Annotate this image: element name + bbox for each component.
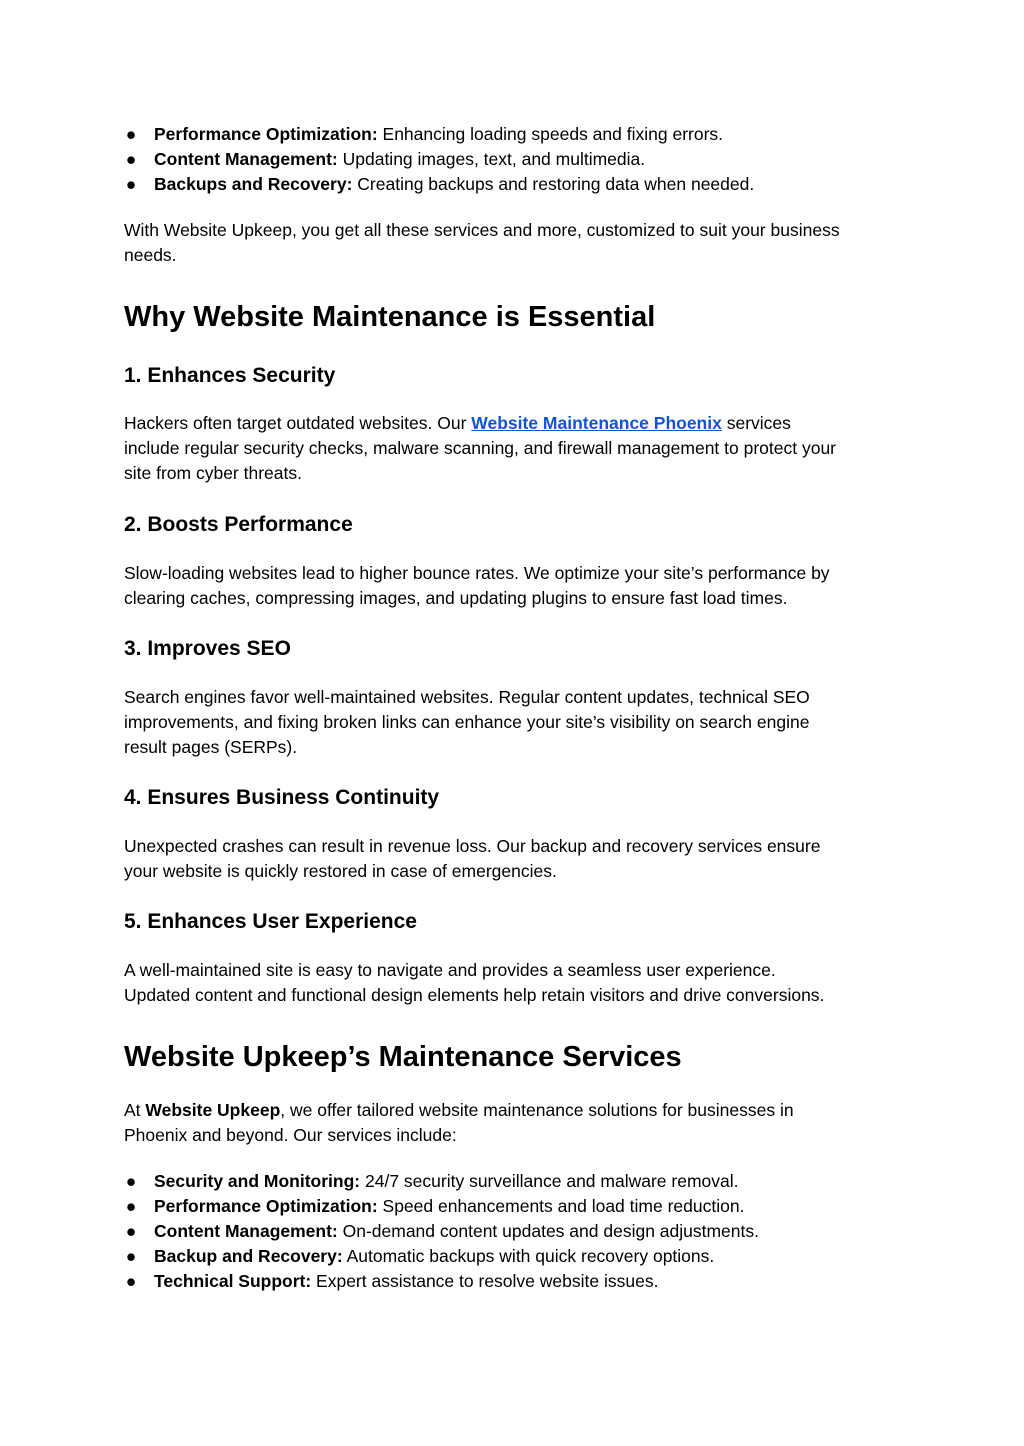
list-item	[125, 122, 724, 147]
list-item-desc: On-demand content updates and design adjustments.	[337, 1221, 759, 1241]
paragraph-improves-seo	[124, 685, 810, 760]
paragraph-line: your website is quickly restored in case of emergencies.	[124, 861, 557, 881]
list-item	[125, 1194, 745, 1219]
text-span: , we offer tailored website maintenance solutions for businesses in	[280, 1100, 794, 1120]
list-item-term: Content Management:	[154, 149, 338, 169]
intro-line-2: needs.	[124, 245, 177, 265]
paragraph-line: result pages (SERPs).	[124, 737, 298, 757]
website-maintenance-phoenix-link[interactable]: Website Maintenance Phoenix	[471, 413, 722, 433]
paragraph-line	[124, 1098, 794, 1123]
paragraph-line: Slow-loading websites lead to higher bounce rates. We optimize your site’s performance by	[124, 563, 830, 583]
paragraph-boosts-performance	[124, 561, 830, 611]
list-item-desc: Automatic backups with quick recovery options.	[342, 1246, 715, 1266]
intro-line-1: With Website Upkeep, you get all these services and more, customized to suit your business	[124, 220, 840, 240]
paragraph-line: Search engines favor well-maintained websites. Regular content updates, technical SEO	[124, 687, 810, 707]
bullet-icon: ●	[125, 1196, 137, 1216]
list-item	[125, 1244, 715, 1269]
section-heading-why-maintenance: Why Website Maintenance is Essential	[124, 301, 656, 333]
section-heading-maintenance-services: Website Upkeep’s Maintenance Services	[124, 1041, 682, 1073]
subheading-user-experience: 5. Enhances User Experience	[124, 910, 417, 933]
paragraph-line: improvements, and fixing broken links can enhance your site’s visibility on search engine	[124, 712, 810, 732]
paragraph-user-experience	[124, 958, 824, 1008]
list-item	[125, 147, 646, 172]
paragraph-line: Phoenix and beyond. Our services include:	[124, 1125, 457, 1145]
list-item-desc: 24/7 security surveillance and malware removal.	[360, 1171, 739, 1191]
paragraph-business-continuity	[124, 834, 820, 884]
subheading-improves-seo: 3. Improves SEO	[124, 637, 291, 660]
bullet-icon: ●	[125, 1171, 137, 1191]
subheading-boosts-performance: 2. Boosts Performance	[124, 513, 353, 536]
bullet-icon: ●	[125, 1246, 137, 1266]
paragraph-line: A well-maintained site is easy to navigate and provides a seamless user experience.	[124, 960, 776, 980]
list-item	[125, 1269, 659, 1294]
bullet-icon: ●	[125, 124, 137, 144]
subheading-business-continuity: 4. Ensures Business Continuity	[124, 786, 440, 809]
brand-name: Website Upkeep	[145, 1100, 281, 1120]
list-item	[125, 172, 755, 197]
list-item-desc: Updating images, text, and multimedia.	[337, 149, 646, 169]
list-item-desc: Creating backups and restoring data when needed.	[352, 174, 755, 194]
list-item-term: Content Management:	[154, 1221, 338, 1241]
bullet-icon: ●	[125, 1221, 137, 1241]
bullet-icon: ●	[125, 174, 137, 194]
list-item-desc: Enhancing loading speeds and fixing errors.	[377, 124, 724, 144]
paragraph-line: Updated content and functional design elements help retain visitors and drive conversions.	[124, 985, 825, 1005]
list-item	[125, 1219, 759, 1244]
bullet-icon: ●	[125, 149, 137, 169]
text-span: services	[721, 413, 791, 433]
list-item-desc: Expert assistance to resolve website issues.	[311, 1271, 659, 1291]
list-item-term: Security and Monitoring:	[154, 1171, 361, 1191]
paragraph-line: include regular security checks, malware scanning, and firewall management to protect your	[124, 438, 837, 458]
list-item-term: Backup and Recovery:	[154, 1246, 343, 1266]
list-item	[125, 1169, 739, 1194]
text-span: At	[124, 1100, 146, 1120]
paragraph-line: site from cyber threats.	[124, 463, 302, 483]
list-item-term: Performance Optimization:	[154, 1196, 378, 1216]
list-item-term: Technical Support:	[154, 1271, 312, 1291]
services-intro-paragraph	[124, 1098, 794, 1148]
list-item-term: Backups and Recovery:	[154, 174, 353, 194]
paragraph-line	[124, 411, 836, 436]
list-item-term: Performance Optimization:	[154, 124, 378, 144]
paragraph-line: Unexpected crashes can result in revenue loss. Our backup and recovery services ensure	[124, 836, 821, 856]
paragraph-enhances-security	[124, 411, 836, 486]
text-span: Hackers often target outdated websites. Our	[124, 413, 472, 433]
list-item-desc: Speed enhancements and load time reduction.	[377, 1196, 745, 1216]
subheading-enhances-security: 1. Enhances Security	[124, 364, 336, 387]
paragraph-line: clearing caches, compressing images, and updating plugins to ensure fast load times.	[124, 588, 788, 608]
intro-paragraph	[124, 218, 840, 268]
bullet-icon: ●	[125, 1271, 137, 1291]
